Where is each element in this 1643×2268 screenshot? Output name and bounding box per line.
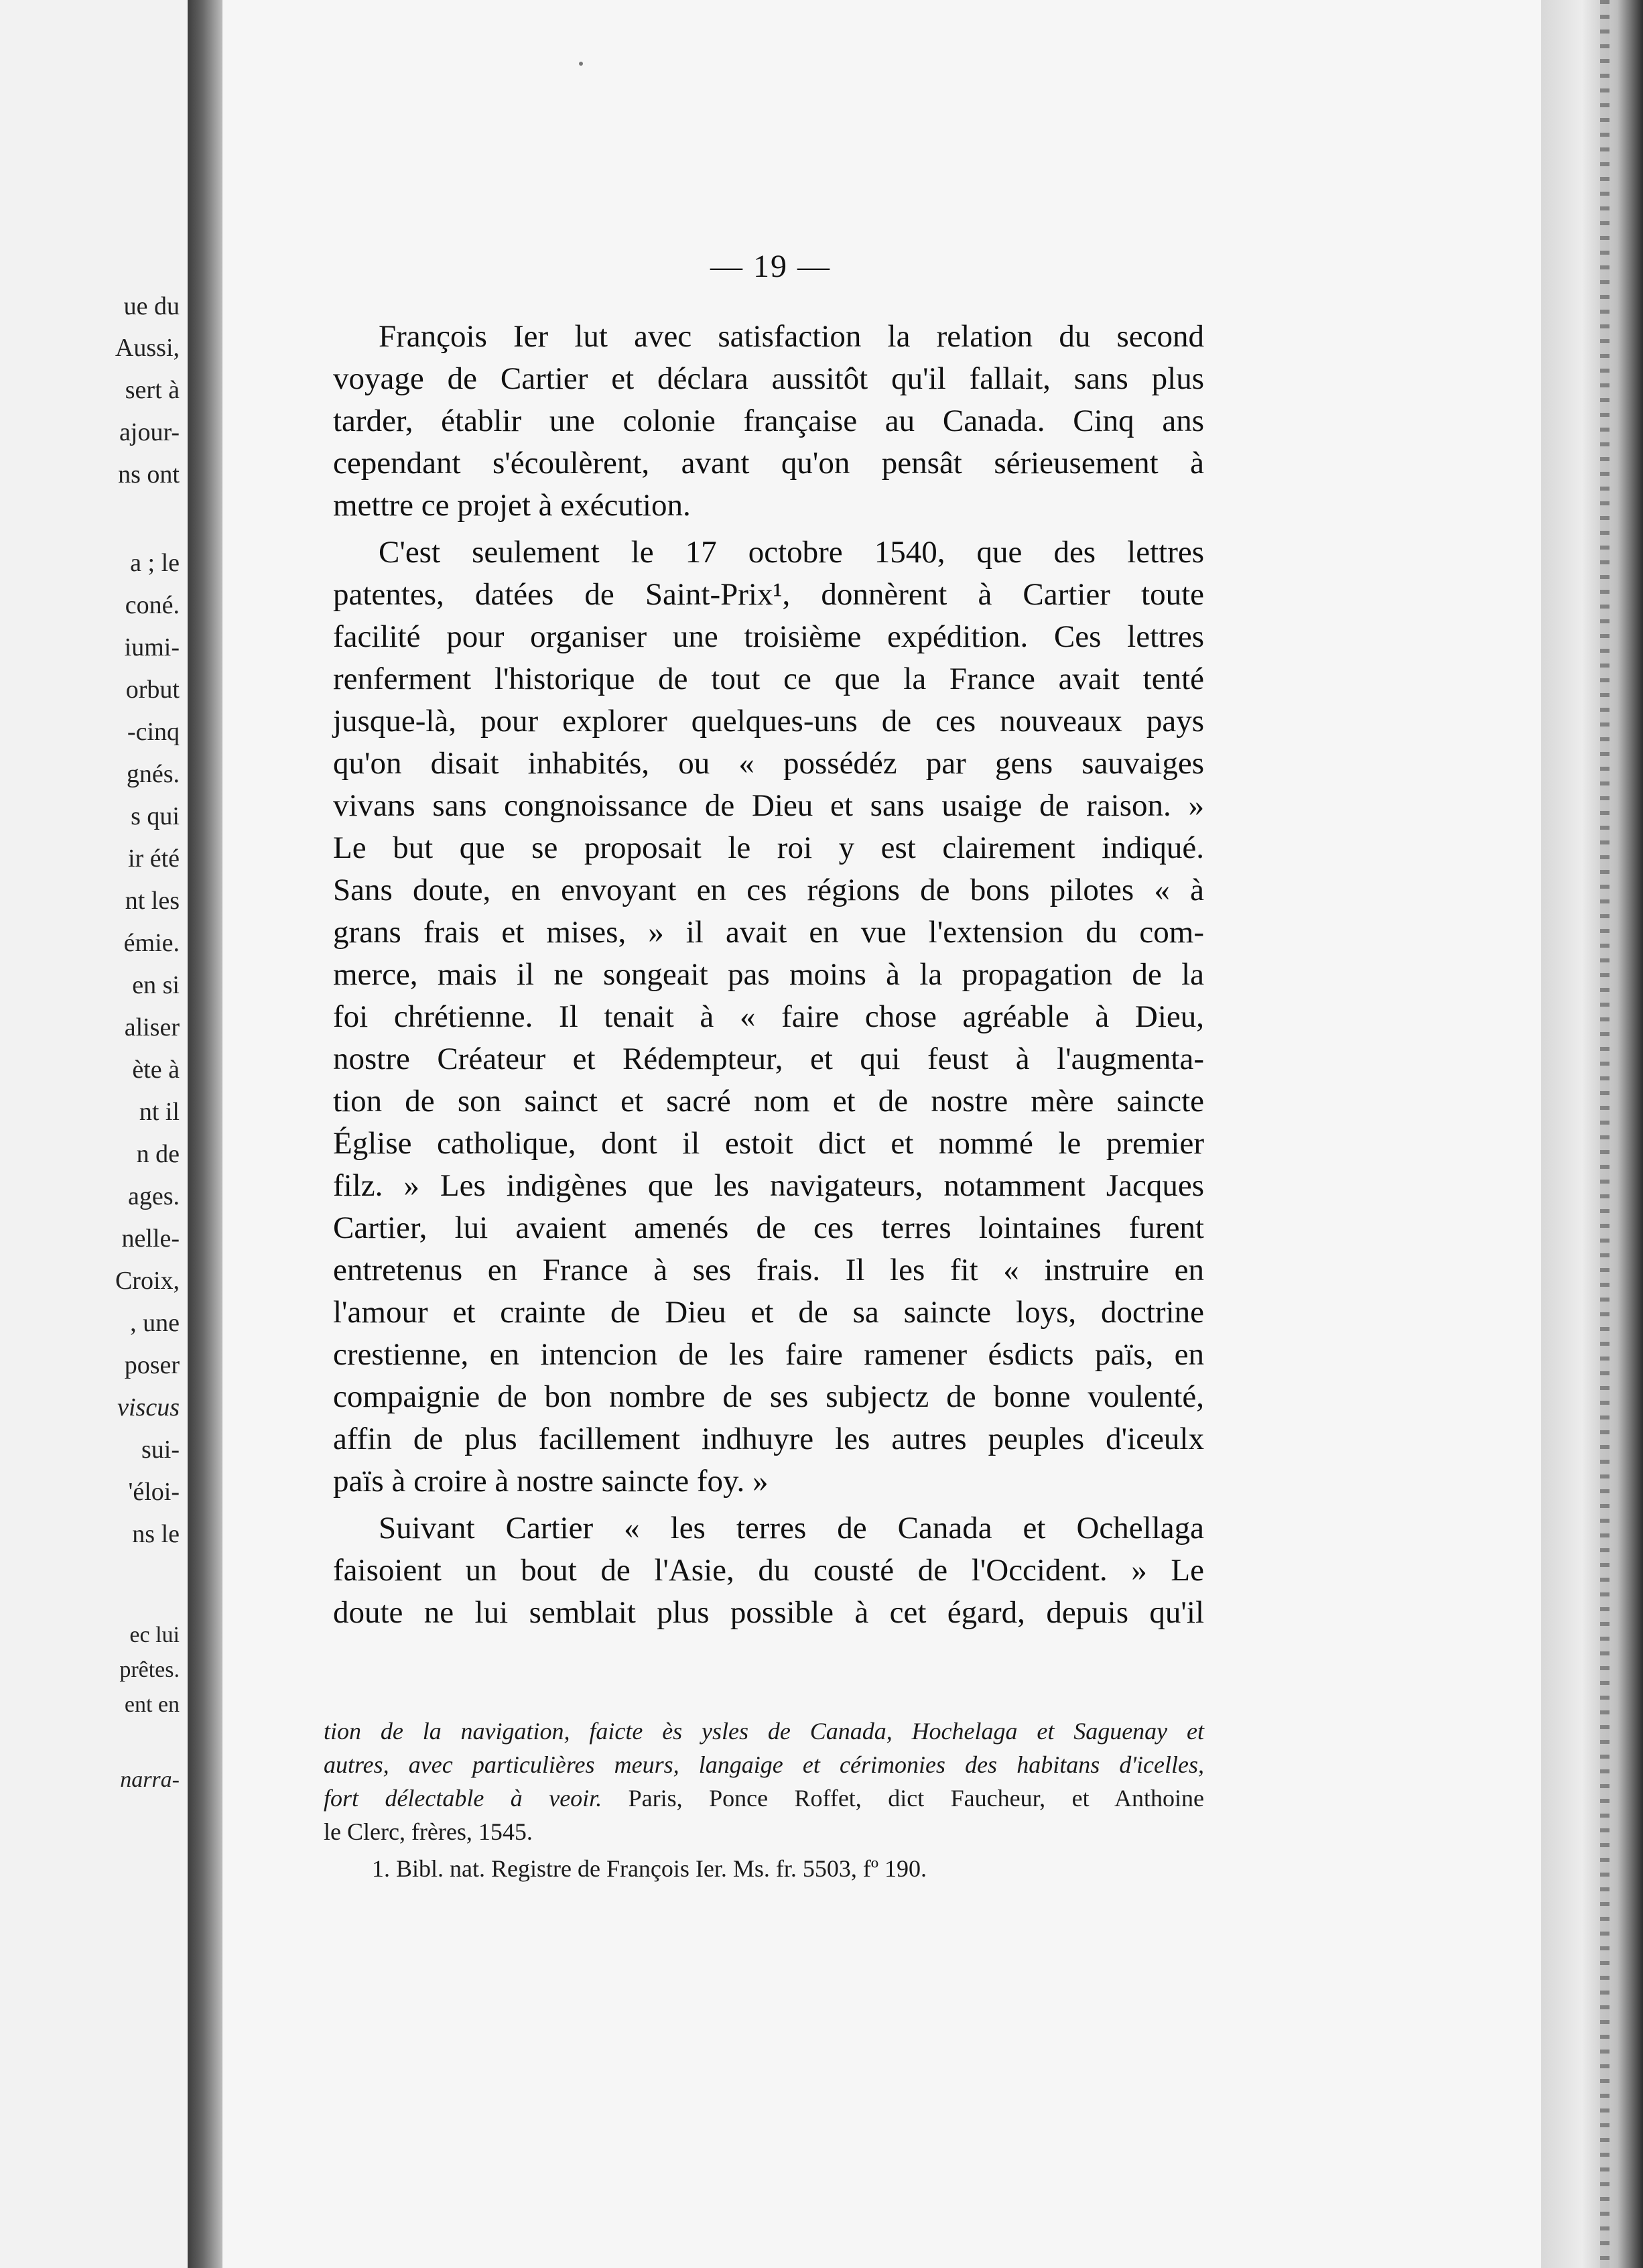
left-page-fragment: ages. <box>127 1182 180 1210</box>
left-page-fragment: viscus <box>117 1393 180 1422</box>
text-line: Sans doute, en envoyant en ces régions de bons pilotes « à <box>333 873 1204 907</box>
text-line: païs à croire à nostre saincte foy. » <box>333 1464 769 1499</box>
footnote-italic: fort délectable à veoir. <box>324 1785 602 1812</box>
text-line: voyage de Cartier et déclara aussitôt qu'il fallait, sans plus <box>333 361 1204 396</box>
text-line: nostre Créateur et Rédempteur, et qui feust à l'augmenta- <box>333 1042 1204 1076</box>
left-page-fragment: coné. <box>125 591 180 619</box>
text-line: François Ier lut avec satisfaction la relation du second <box>379 319 1204 354</box>
text-line: C'est seulement le 17 octobre 1540, que des lettres <box>379 535 1204 570</box>
left-page-fragment: Croix, <box>115 1267 180 1295</box>
left-page-fragment: ent en <box>124 1692 180 1717</box>
text-line: grans frais et mises, » il avait en vue l'extension du com- <box>333 915 1204 950</box>
left-page-fragment: ue du <box>123 292 180 320</box>
text-line: tarder, établir une colonie française au Canada. Cinq ans <box>333 403 1204 438</box>
footnote-italic: autres, avec particulières meurs, langaige et cérimonies des habitans d'icelles, <box>324 1751 1204 1778</box>
page-number: — 19 — <box>710 249 831 284</box>
left-page-fragment: ec lui <box>129 1623 180 1647</box>
text-line: faisoient un bout de l'Asie, du cousté de l'Occident. » Le <box>333 1553 1204 1588</box>
text-line: tion de son sainct et sacré nom et de nostre mère saincte <box>333 1084 1204 1119</box>
left-page-fragment: ns ont <box>118 460 180 489</box>
left-page-fragment: poser <box>124 1351 180 1379</box>
footnote-italic: tion de la navigation, faicte ès ysles de Canada, Hochelaga et Saguenay et <box>324 1718 1204 1745</box>
text-line: doute ne lui semblait plus possible à cet égard, depuis qu'il <box>333 1595 1204 1630</box>
book-gutter <box>188 0 222 2268</box>
left-page-fragment: ète à <box>132 1056 180 1084</box>
left-page-fragment: prêtes. <box>119 1657 180 1682</box>
page-edge <box>1541 0 1643 2268</box>
text-line: filz. » Les indigènes que les navigateurs, notamment Jacques <box>333 1168 1204 1203</box>
text-line: entretenus en France à ses frais. Il les fit « instruire en <box>333 1253 1204 1287</box>
footnote-roman: Paris, Ponce Roffet, dict Faucheur, et Anthoine <box>602 1785 1204 1812</box>
left-page-fragment: aliser <box>124 1013 180 1042</box>
left-page-fragment: n de <box>136 1140 180 1168</box>
left-page-fragment: s qui <box>131 802 180 830</box>
left-page-fragment: a ; le <box>130 549 180 577</box>
left-page-fragment: ajour- <box>119 418 180 446</box>
text-line: facilité pour organiser une troisième expédition. Ces lettres <box>333 619 1204 654</box>
text-line: renferment l'historique de tout ce que la France avait tenté <box>333 662 1204 696</box>
text-line: Église catholique, dont il estoit dict et nommé le premier <box>333 1126 1204 1161</box>
text-line: Le but que se proposait le roi y est clairement indiqué. <box>333 830 1204 865</box>
footnote-line: 1. Bibl. nat. Registre de François Ier. Ms. fr. 5503, fº 190. <box>372 1855 927 1882</box>
left-page-fragment: en si <box>132 971 180 999</box>
left-page-fragment: nt les <box>125 887 180 915</box>
text-line: jusque-là, pour explorer quelques-uns de ces nouveaux pays <box>333 704 1204 739</box>
footnote-line <box>324 1783 1204 1814</box>
left-page-fragment: émie. <box>123 929 180 957</box>
left-page-fragment: ir été <box>127 844 180 873</box>
left-page-fragment: nt il <box>139 1098 180 1126</box>
left-page-fragment: narra- <box>120 1767 180 1792</box>
left-page-fragment: -cinq <box>127 718 180 746</box>
text-line: qu'on disait inhabités, ou « possédéz par gens sauvaiges <box>333 746 1204 781</box>
text-line: patentes, datées de Saint-Prix¹, donnèrent à Cartier toute <box>333 577 1204 612</box>
footnote-line <box>324 1749 1204 1780</box>
footnote-line: le Clerc, frères, 1545. <box>324 1818 533 1845</box>
left-page-fragment: nelle- <box>121 1224 180 1253</box>
text-line: Suivant Cartier « les terres de Canada et Ochellaga <box>379 1511 1204 1546</box>
left-page-fragment: orbut <box>125 676 180 704</box>
paper-speck <box>579 62 583 66</box>
text-line: foi chrétienne. Il tenait à « faire chose agréable à Dieu, <box>333 999 1204 1034</box>
left-page-fragment: ns le <box>132 1520 180 1548</box>
left-page-fragment: Aussi, <box>115 334 180 362</box>
left-facing-page <box>0 0 188 2268</box>
left-page-fragment: sui- <box>141 1436 180 1464</box>
text-line: affin de plus facillement indhuyre les autres peuples d'iceulx <box>333 1422 1204 1456</box>
left-page-fragment: , une <box>130 1309 180 1337</box>
text-line: mettre ce projet à exécution. <box>333 488 691 523</box>
text-line: compaignie de bon nombre de ses subjectz de bonne voulenté, <box>333 1379 1204 1414</box>
left-page-fragment: iumi- <box>124 633 180 662</box>
page-edge-stripe <box>1600 0 1609 2268</box>
text-line: l'amour et crainte de Dieu et de sa saincte loys, doctrine <box>333 1295 1204 1330</box>
text-line: merce, mais il ne songeait pas moins à la propagation de la <box>333 957 1204 992</box>
footnote-line <box>324 1716 1204 1747</box>
left-page-fragment: sert à <box>125 376 180 404</box>
text-line: cependant s'écoulèrent, avant qu'on pensât sérieusement à <box>333 446 1204 481</box>
left-page-fragment: 'éloi- <box>128 1478 180 1506</box>
text-line: vivans sans congnoissance de Dieu et sans usaige de raison. » <box>333 788 1204 823</box>
left-page-fragment: gnés. <box>126 760 180 788</box>
text-line: crestienne, en intencion de les faire ramener ésdicts païs, en <box>333 1337 1204 1372</box>
text-line: Cartier, lui avaient amenés de ces terres lointaines furent <box>333 1210 1204 1245</box>
